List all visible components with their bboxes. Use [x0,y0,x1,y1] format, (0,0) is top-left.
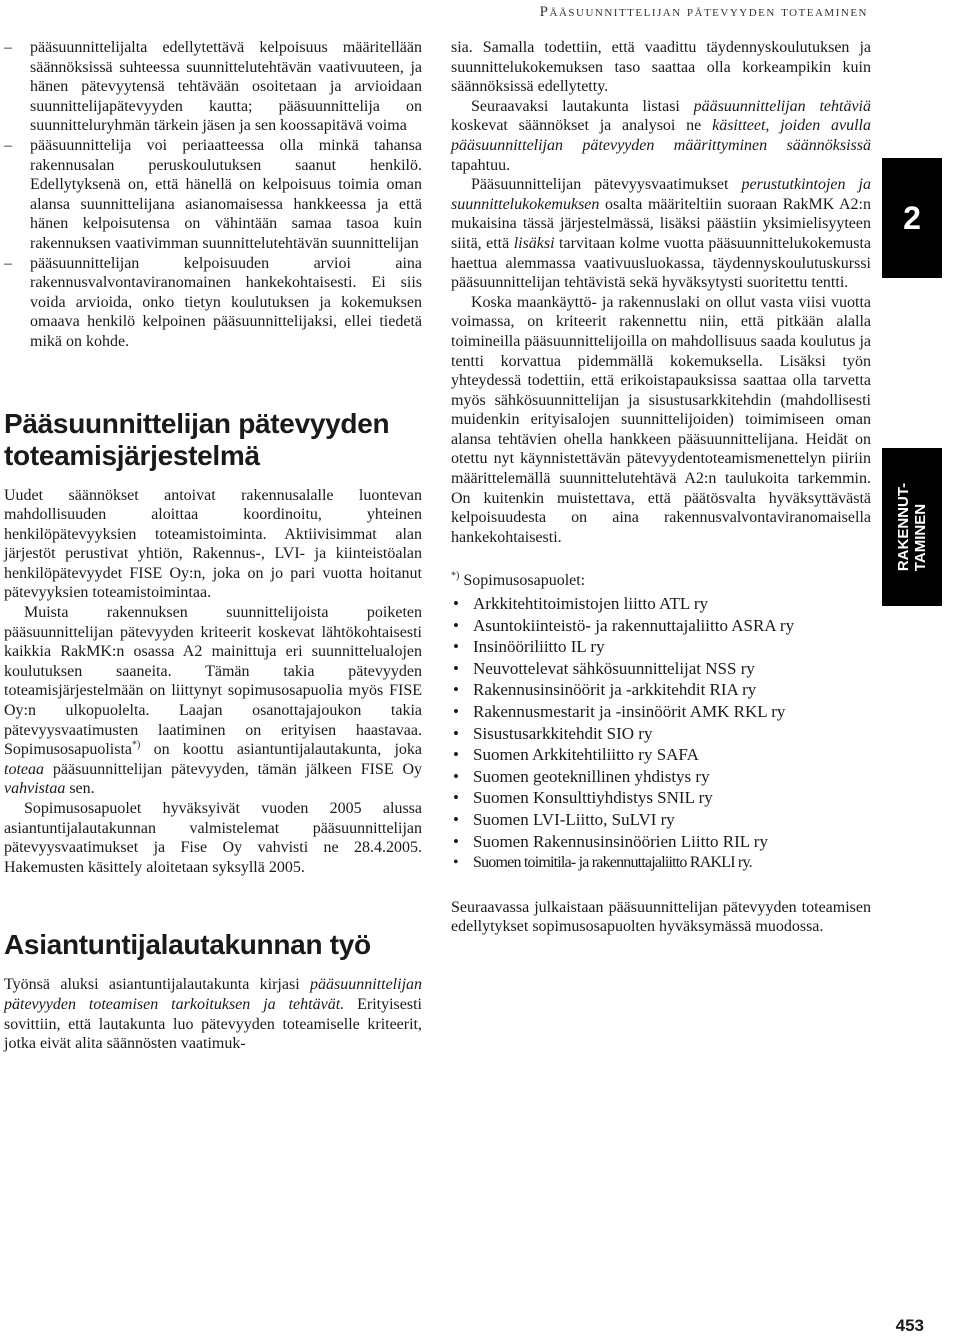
right-column [451,38,871,937]
footnote-title: *) Sopimusosapuolet: [451,571,586,590]
list-item: • Neuvottelevat sähkösuunnittelijat NSS ry [451,658,871,680]
paragraph-seuraavassa-julkaistaan: Seuraavassa julkaistaan pääsuunnittelijan pätevyyden toteamisen edellytykset sopimusosapuolten hyväksymässä muodossa. [451,898,871,936]
parties-list [451,593,871,874]
chapter-number-tab [882,158,942,278]
list-item: • Insinööriliitto IL ry [451,636,871,658]
paragraph-koska-maankaytto: Koska maankäyttö- ja rakennuslaki on ollut vasta viisi vuotta voimassa, on kriteerit rakennettu niin, että pitkään alalla toimineilla pääsuunnittelijoilla on mahdollisuus saada koulutus ja tentti korvattua pidemmällä kokemuksella. Lisäksi työn yhteydessä todettiin, että erikoistapauksissa saattaa olla tarvetta myös sähkösuunnittelijan ja sisustusarkkitehdin (mahdollisesti muidenkin erityisalojen suunnittelijoiden) toimimiseen oman alansa tehtävien ohella hankkeen pääsuunnittelijana. Heidät on otettu nyt käynnistettävän pätevyydentoteamismenettelyn piiriin määrittelemällä suunnittelutehtävä A2:n taulukoita tarkemmin. On kuitenkin muistettava, että päätösvalta hyväksyttävästä kelpoisuudesta on aina rakennusvalvontaviranomaisella hankekohtaisesti. [451,293,871,546]
list-item: • Suomen LVI-Liitto, SuLVI ry [451,809,871,831]
list-item: • Sisustusarkkitehdit SIO ry [451,723,871,745]
chapter-number: 2 [903,199,921,236]
dash-item-text: pääsuunnittelijan kelpoisuuden arvioi aina rakennusvalvontaviranomainen hankekohtaisesti. Ei siis voida arvioida, onko tietyn koulutuksen ja kokemuksen omaava henkilö kelpoinen pääsuunnittelijaksi, ellei tiedetä mikä on kohde. [30,254,422,350]
section-heading-asiantuntijalautakunta: Asiantuntijalautakunnan työ [4,929,371,961]
section-label-tab [882,448,942,606]
running-header: Pääsuunnittelijan pätevyyden toteaminen [539,4,868,20]
dash-item-text: pääsuunnittelija voi periaatteessa olla minkä tahansa rakennusalan peruskoulutuksen saanut henkilö. Edellytyksenä on, että hänellä on kelpoisuus toimia oman alansa suunnittelijana asianomaisessa hankkeessa ja että hänen kelpoisutensa on vähintään samaa tasoa kuin rakennuksen vaativimman suunnittelutehtävän suunnittelijan [30,136,422,252]
paragraph-sopimusosapuolet-hyvaksyivat: Sopimusosapuolet hyväksyivät vuoden 2005 alussa asiantuntijalautakunnan valmistelemat pääsuunnittelijan pätevyysvaatimukset ja Fise Oy vahvisti ne 28.4.2005. Hakemusten käsittely aloitetaan syksyllä 2005. [4,800,422,876]
dash-bullet: – [4,254,12,272]
dash-item-3 [4,254,422,352]
paragraph-seuraavaksi: Seuraavaksi lautakunta listasi pääsuunnittelijan tehtäviä koskevat säännökset ja analysoi ne käsitteet, joiden avulla pääsuunnittelijan pätevyyden määrittyminen säännöksissä tapahtuu. [451,97,872,174]
list-item: • Asuntokiinteistö- ja rakennuttajaliitto ASRA ry [451,615,871,637]
paragraph-uudet-saannokset: Uudet säännökset antoivat rakennusalalle luontevan mahdollisuuden aloittaa koordinoitu, yhteinen henkilöpätevyyksien toteamistoiminta. Aktiivisimmat alan järjestöt perustivat yhtiön, Rakennus-, LVI- ja kiinteistöalan henkilöpätevyydet FISE Oy:n, joka on jo pari vuotta hoitanut pätevyyksien toteamistoimintaa. [4,486,422,602]
page-number: 453 [895,1316,924,1335]
section-heading-toteamisjarjestelma: Pääsuunnittelijan pätevyyden toteamisjärjestelmä [4,407,390,471]
list-item: • Suomen Arkkitehtiliitto ry SAFA [451,744,871,766]
list-item: • Rakennusinsinöörit ja -arkkitehdit RIA ry [451,679,871,701]
list-item: • Suomen geoteknillinen yhdistys ry [451,766,871,788]
dash-item-1 [4,38,422,136]
list-item: • Rakennusmestarit ja -insinöörit AMK RKL ry [451,701,871,723]
list-item: • Suomen Rakennusinsinöörien Liitto RIL ry [451,831,871,853]
paragraph-samalla-todettiin: sia. Samalla todettiin, että vaadittu täydennyskoulutuksen ja suunnittelukokemuksen taso saattaa olla korkeampikin kuin säännöksissä edellytetty. [451,39,871,96]
list-item: • Arkkitehtitoimistojen liitto ATL ry [451,593,871,615]
dash-item-text: pääsuunnittelijalta edellytettävä kelpoisuus määritellään säännöksissä suhteessa suunnittelutehtävän vaativuuteen, ja hänen pätevyytensä tehtävään osoitetaan ja arvioidaan suunnittelijapätevyyden kautta; pääsuunnittelija on suunnitteluryhmän tärkein jäsen ja sen koossapitävä voima [30,39,422,135]
paragraph-patevyysvaatimukset: Pääsuunnittelijan pätevyysvaatimukset perustutkintojen ja suunnittelukokemuksen osalta määriteltiin suoraan RakMK A2:n mukaisina tässä järjestelmässä, lisäksi päästiin yksimielisyyteen siitä, että lisäksi tarvitaan kolme vuotta pääsuunnittelukokemusta haettua alemmassa vaativuusluokassa, täydennyskoulutuskurssi pääsuunnittelijan tehtävistä sekä hyväksytysti suoritettu tentti. [451,176,872,292]
section-label: RAKENNUT- TAMINEN [895,482,929,572]
paragraph-muista-suunnittelijoista: Muista rakennuksen suunnittelijoista poiketen pääsuunnittelijan pätevyyden kriteerit koskevat lähtökohtaisesti kaikkia RakMK:n osassa A2 mainittuja eri suunnittelualojen koulutuksen saaneita. Tämän takia pätevyyden toteamisjärjestelmään on liittynyt sopimusosapuolia myös FISE Oy:n ulkopuolelta. Laajan osanottajajoukon takia pätevyysvaatimusten laatiminen on erityisen haastavaa. Sopimusosapuolista*) on koottu asiantuntijalautakunta, joka toteaa pääsuunnittelijan pätevyyden, tämän jälkeen FISE Oy vahvistaa sen. [4,604,423,798]
paragraph-tyonsa-aluksi: Työnsä aluksi asiantuntijalautakunta kirjasi pääsuunnittelijan pätevyyden toteamisen tarkoituksen ja tehtävät. Erityisesti sovittiin, että lautakunta luo pätevyyden toteamiselle kriteerit, jotka eivät alita säännösten vaatimuk- [4,976,423,1053]
list-item: • Suomen Konsulttiyhdistys SNIL ry [451,787,871,809]
dash-item-2 [4,136,422,254]
list-item: • Suomen toimitila- ja rakennuttajaliitto RAKLI ry. [451,852,871,874]
left-column [4,38,422,1054]
dash-bullet: – [4,39,12,56]
dash-bullet: – [4,136,12,154]
